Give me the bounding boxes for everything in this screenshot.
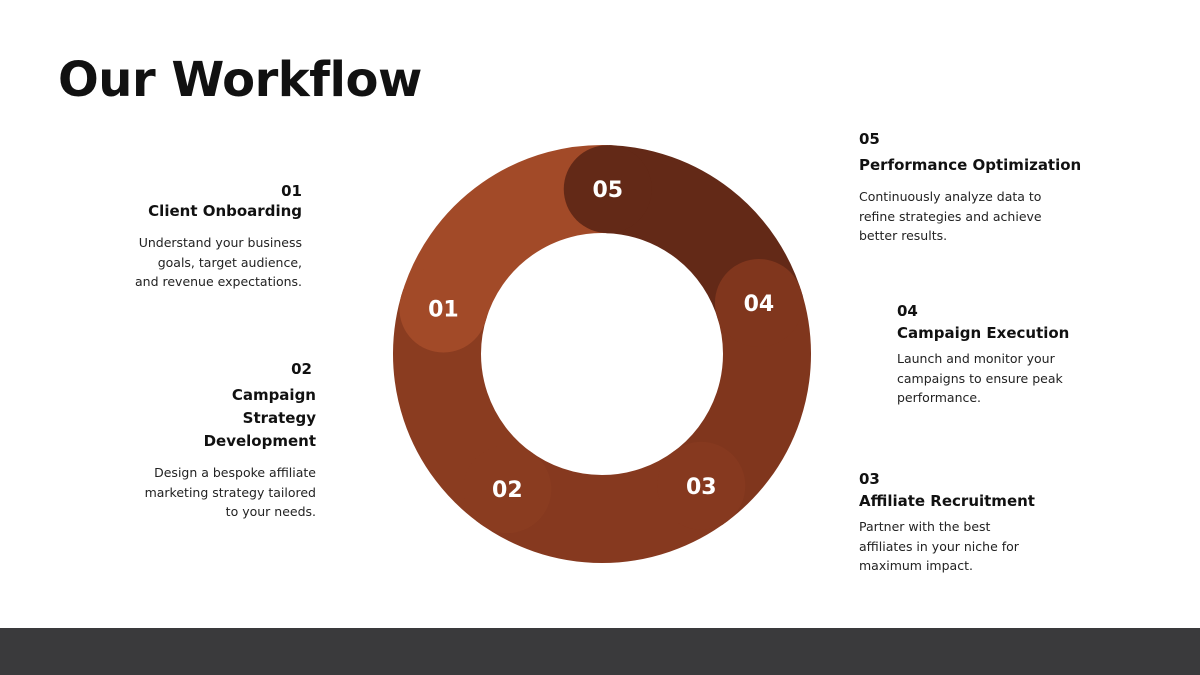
ring-label-03: 03 [685,474,717,500]
step-number: 04 [897,302,918,320]
step-title: Performance Optimization [859,156,1082,174]
step-title: Campaign Execution [897,324,1070,342]
step-title: Affiliate Recruitment [859,492,1035,510]
step-title: Campaign Strategy Development [203,386,316,450]
ring-label-05: 05 [592,178,624,204]
step-number: 03 [859,470,880,488]
step-description: Understand your business goals, target audience, and revenue expectations. [135,235,302,289]
page-title: Our Workflow [58,52,422,108]
step-title: Client Onboarding [148,202,302,220]
ring-label-01: 01 [428,297,459,323]
step-description: Design a bespoke affiliate marketing strategy tailored to your needs. [144,465,316,519]
ring-label-02: 02 [492,478,523,504]
step-description: Launch and monitor your campaigns to ensure peak performance. [897,351,1063,405]
ring-label-04: 04 [743,292,775,318]
step-number: 05 [859,130,880,148]
step-description: Partner with the best affiliates in your niche for maximum impact. [859,519,1019,573]
step-number: 02 [291,360,312,378]
step-description: Continuously analyze data to refine strategies and achieve better results. [859,189,1042,243]
footer-bar [0,628,1200,675]
step-number: 01 [281,182,302,200]
